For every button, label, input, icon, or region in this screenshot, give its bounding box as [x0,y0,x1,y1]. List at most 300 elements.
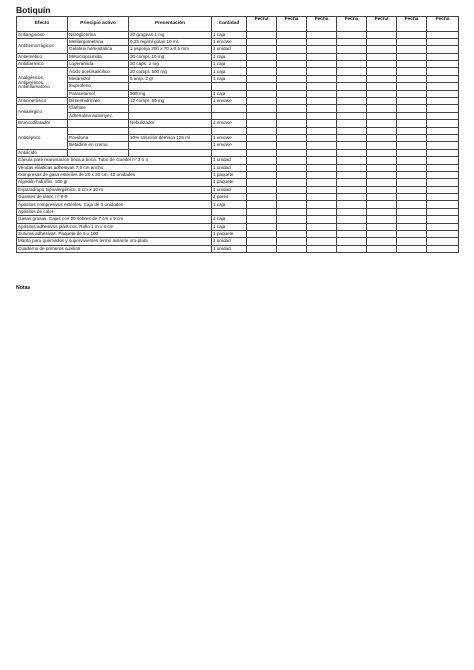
fecha-cell[interactable] [397,157,427,164]
fecha-cell[interactable] [307,98,337,105]
cantidad-cell: 2 pares [212,194,247,201]
fecha-cell[interactable] [247,98,277,105]
fecha-cell[interactable] [427,53,459,60]
table-row [17,245,459,252]
fecha-cell[interactable] [247,208,277,215]
principio-cell: Metamizol [68,75,129,82]
table-row [17,61,459,68]
fecha-cell[interactable] [277,112,307,119]
fecha-cell[interactable] [367,134,397,141]
fecha-cell[interactable] [247,223,277,230]
supply-cell: Gasas grasas. Cajas con 20 sobres de 7 cm x 9 cm [17,216,212,223]
fecha-cell[interactable] [367,216,397,223]
fecha-cell[interactable] [277,46,307,53]
fecha-cell[interactable] [427,142,459,149]
fecha-cell[interactable] [337,46,367,53]
fecha-cell[interactable] [367,149,397,156]
table-row [17,112,459,119]
principio-cell: Paracetamol [68,90,129,97]
fecha-cell[interactable] [367,112,397,119]
fecha-cell[interactable] [337,231,367,238]
cantidad-cell: 1 envase [212,98,247,105]
cantidad-cell: 1 paquete [212,171,247,178]
fecha-cell[interactable] [427,245,459,252]
fecha-cell[interactable] [307,208,337,215]
fecha-cell[interactable] [397,149,427,156]
presentacion-cell [129,149,212,156]
fecha-cell[interactable] [367,194,397,201]
fecha-cell[interactable] [427,223,459,230]
table-row [17,105,459,112]
fecha-cell[interactable] [247,142,277,149]
fecha-cell[interactable] [277,105,307,112]
principio-cell [68,127,129,134]
fecha-cell[interactable] [427,179,459,186]
fecha-cell[interactable] [247,90,277,97]
fecha-cell[interactable] [277,38,307,45]
efecto-cell: Antiséptico [17,127,68,149]
fecha-cell[interactable] [367,157,397,164]
table-row [17,179,459,186]
cantidad-cell: 1 caja [212,68,247,75]
supply-cell: Apósitos de calor [17,208,212,215]
fecha-cell[interactable] [337,157,367,164]
cantidad-cell: 1 unidad [212,245,247,252]
cantidad-cell: 1 caja [212,201,247,208]
fecha-cell[interactable] [247,134,277,141]
fecha-cell[interactable] [307,171,337,178]
fecha-cell[interactable] [277,201,307,208]
fecha-cell[interactable] [427,127,459,134]
presentacion-cell: 5 amp. 2 gr [129,75,212,82]
efecto-cell: Broncodilatador [17,120,68,127]
fecha-cell[interactable] [307,112,337,119]
fecha-cell[interactable] [247,112,277,119]
principio-cell: Loperamida [68,61,129,68]
cantidad-cell: 1 caja [212,223,247,230]
cantidad-cell: 1 caja [212,31,247,38]
fecha-cell[interactable] [277,194,307,201]
fecha-cell[interactable] [367,38,397,45]
cantidad-cell: 1 envase [212,134,247,141]
fecha-cell[interactable] [367,90,397,97]
fecha-cell[interactable] [307,46,337,53]
fecha-cell[interactable] [337,83,367,90]
principio-cell: Povidona [68,134,129,141]
table-row [17,186,459,193]
fecha-cell[interactable] [427,194,459,201]
fecha-cell[interactable] [277,171,307,178]
fecha-cell[interactable] [247,216,277,223]
fecha-cell[interactable] [277,231,307,238]
principio-cell [68,120,129,127]
fecha-cell[interactable] [427,134,459,141]
fecha-cell[interactable] [247,238,277,245]
fecha-cell[interactable] [337,134,367,141]
cantidad-cell [212,112,247,119]
supply-cell: Esparadrapo hipoalergénico, 5 cm x 10 m [17,186,212,193]
fecha-cell[interactable] [367,223,397,230]
fecha-cell[interactable] [367,83,397,90]
fecha-cell[interactable] [367,179,397,186]
fecha-cell[interactable] [337,38,367,45]
fecha-cell[interactable] [337,112,367,119]
cantidad-cell: 1 caja [212,216,247,223]
fecha-cell[interactable] [397,38,427,45]
fecha-cell[interactable] [247,127,277,134]
fecha-cell[interactable] [277,245,307,252]
fecha-cell[interactable] [247,186,277,193]
fecha-cell[interactable] [397,90,427,97]
fecha-cell[interactable] [277,134,307,141]
fecha-cell[interactable] [247,245,277,252]
fecha-cell[interactable] [427,171,459,178]
fecha-cell[interactable] [307,157,337,164]
fecha-cell[interactable] [367,53,397,60]
fecha-cell[interactable] [427,120,459,127]
fecha-cell[interactable] [307,127,337,134]
fecha-cell[interactable] [247,201,277,208]
fecha-cell[interactable] [307,216,337,223]
fecha-cell[interactable] [367,105,397,112]
efecto-cell: Analgésicos, Antipiréticos, Antiinflamatorio [17,68,68,98]
principio-cell: Betadine en crema [68,142,129,149]
presentacion-cell: 30 compr. 10 mg [129,53,212,60]
fecha-cell[interactable] [277,179,307,186]
fecha-cell[interactable] [427,68,459,75]
fecha-cell[interactable] [307,68,337,75]
fecha-cell[interactable] [337,245,367,252]
fecha-cell[interactable] [277,208,307,215]
fecha-cell[interactable] [427,90,459,97]
fecha-cell[interactable] [307,53,337,60]
fecha-cell[interactable] [427,38,459,45]
fecha-cell[interactable] [277,157,307,164]
presentacion-cell [129,142,212,149]
principio-cell: Dimenhidrinato [68,98,129,105]
fecha-cell[interactable] [307,201,337,208]
fecha-cell[interactable] [307,134,337,141]
table-row [17,216,459,223]
notes-label: Notas [16,285,31,291]
fecha-cell[interactable] [427,216,459,223]
fecha-cell[interactable] [337,216,367,223]
fecha-cell[interactable] [397,208,427,215]
fecha-cell[interactable] [397,98,427,105]
header-cantidad: Cantidad [212,17,247,32]
fecha-cell[interactable] [307,142,337,149]
cantidad-cell: 1 unidad [212,238,247,245]
fecha-cell[interactable] [397,223,427,230]
header-fecha: Fecha [337,17,367,32]
fecha-cell[interactable] [397,68,427,75]
fecha-cell[interactable] [367,171,397,178]
fecha-cell[interactable] [337,238,367,245]
fecha-cell[interactable] [397,231,427,238]
header-fecha: Fecha [277,17,307,32]
fecha-cell[interactable] [337,194,367,201]
fecha-cell[interactable] [307,120,337,127]
fecha-cell[interactable] [337,149,367,156]
fecha-cell[interactable] [397,164,427,171]
fecha-cell[interactable] [247,53,277,60]
fecha-cell[interactable] [247,68,277,75]
cantidad-cell: 1 caja [212,53,247,60]
table-row [17,157,459,164]
fecha-cell[interactable] [427,164,459,171]
supply-cell: Cánula para reanimación boca a boca. Tubo de Guedel nº 3 ó 4 [17,157,212,164]
fecha-cell[interactable] [367,98,397,105]
fecha-cell[interactable] [307,105,337,112]
fecha-cell[interactable] [307,75,337,82]
cantidad-cell: 1 caja [212,61,247,68]
fecha-cell[interactable] [277,31,307,38]
table-row [17,201,459,208]
fecha-cell[interactable] [247,164,277,171]
fecha-cell[interactable] [247,83,277,90]
efecto-cell: Antiácido [17,149,68,156]
fecha-cell[interactable] [277,142,307,149]
fecha-cell[interactable] [247,157,277,164]
fecha-cell[interactable] [397,194,427,201]
fecha-cell[interactable] [427,149,459,156]
table-row [17,164,459,171]
fecha-cell[interactable] [247,61,277,68]
fecha-cell[interactable] [367,208,397,215]
fecha-cell[interactable] [337,186,367,193]
fecha-cell[interactable] [397,245,427,252]
fecha-cell[interactable] [277,83,307,90]
presentacion-cell: 12 compr. 50 mg [129,98,212,105]
table-row [17,171,459,178]
fecha-cell[interactable] [337,164,367,171]
fecha-cell[interactable] [307,31,337,38]
fecha-cell[interactable] [307,83,337,90]
fecha-cell[interactable] [337,105,367,112]
fecha-cell[interactable] [397,53,427,60]
fecha-cell[interactable] [397,216,427,223]
fecha-cell[interactable] [397,105,427,112]
fecha-cell[interactable] [427,105,459,112]
fecha-cell[interactable] [427,231,459,238]
fecha-cell[interactable] [247,38,277,45]
presentacion-cell: 10% solución dérmica 125 ml [129,134,212,141]
table-row [17,208,459,215]
presentacion-cell [129,127,212,134]
fecha-cell[interactable] [247,46,277,53]
fecha-cell[interactable] [247,194,277,201]
efecto-cell: Antiemético [17,53,68,60]
presentacion-cell: 20 caps. 2 mg [129,61,212,68]
fecha-cell[interactable] [397,127,427,134]
fecha-cell[interactable] [307,231,337,238]
fecha-cell[interactable] [427,238,459,245]
cantidad-cell: 1 unidad [212,186,247,193]
fecha-cell[interactable] [427,208,459,215]
efecto-cell: Antihemorrágicos [17,38,68,53]
fecha-cell[interactable] [367,120,397,127]
fecha-cell[interactable] [397,46,427,53]
presentacion-cell: 20 grageas 1 mg [129,31,212,38]
fecha-cell[interactable] [337,68,367,75]
fecha-cell[interactable] [427,201,459,208]
presentacion-cell: 20 compr. 500 mg [129,68,212,75]
cantidad-cell: 1 envase [212,142,247,149]
fecha-cell[interactable] [277,216,307,223]
fecha-cell[interactable] [397,120,427,127]
header-fecha: Fecha [367,17,397,32]
cantidad-cell: 1 unidad [212,164,247,171]
fecha-cell[interactable] [277,90,307,97]
fecha-cell[interactable] [397,171,427,178]
fecha-cell[interactable] [337,223,367,230]
fecha-cell[interactable] [367,186,397,193]
fecha-cell[interactable] [337,75,367,82]
table-row [17,238,459,245]
fecha-cell[interactable] [247,179,277,186]
fecha-cell[interactable] [307,238,337,245]
fecha-cell[interactable] [337,208,367,215]
fecha-cell[interactable] [277,164,307,171]
fecha-cell[interactable] [277,75,307,82]
table-row [17,83,459,90]
page-title: Botiquín [16,5,51,15]
presentacion-cell [129,112,212,119]
fecha-cell[interactable] [367,238,397,245]
supply-cell: Suturas adhesivas. Paquete de 6 x 100 [17,231,212,238]
fecha-cell[interactable] [367,245,397,252]
fecha-cell[interactable] [367,31,397,38]
cantidad-cell [212,149,247,156]
fecha-cell[interactable] [367,201,397,208]
fecha-cell[interactable] [427,75,459,82]
header-principio-activo: Principio activo [68,17,129,32]
fecha-cell[interactable] [397,134,427,141]
fecha-cell[interactable] [427,31,459,38]
fecha-cell[interactable] [337,61,367,68]
fecha-cell[interactable] [277,120,307,127]
fecha-cell[interactable] [307,179,337,186]
fecha-cell[interactable] [427,61,459,68]
fecha-cell[interactable] [337,31,367,38]
fecha-cell[interactable] [277,98,307,105]
table-row [17,46,459,53]
cantidad-cell: 1 caja [212,75,247,82]
fecha-cell[interactable] [247,75,277,82]
fecha-cell[interactable] [367,127,397,134]
fecha-cell[interactable] [307,223,337,230]
fecha-cell[interactable] [367,142,397,149]
fecha-cell[interactable] [307,90,337,97]
fecha-cell[interactable] [367,61,397,68]
presentacion-cell [129,83,212,90]
fecha-cell[interactable] [247,149,277,156]
fecha-cell[interactable] [427,186,459,193]
fecha-cell[interactable] [277,68,307,75]
header-fecha: Fecha [427,17,459,32]
fecha-cell[interactable] [307,245,337,252]
fecha-cell[interactable] [397,186,427,193]
fecha-cell[interactable] [397,112,427,119]
fecha-cell[interactable] [307,186,337,193]
fecha-cell[interactable] [337,179,367,186]
fecha-cell[interactable] [337,201,367,208]
cantidad-cell: 1 unidad [212,46,247,53]
fecha-cell[interactable] [367,68,397,75]
fecha-cell[interactable] [277,53,307,60]
fecha-cell[interactable] [277,238,307,245]
fecha-cell[interactable] [397,61,427,68]
cantidad-cell [212,208,247,215]
fecha-cell[interactable] [277,223,307,230]
table-row [17,120,459,127]
botiquin-table [16,16,459,253]
header-fecha: Fecha [247,17,277,32]
fecha-cell[interactable] [397,238,427,245]
fecha-cell[interactable] [337,120,367,127]
table-row [17,90,459,97]
fecha-cell[interactable] [337,142,367,149]
fecha-cell[interactable] [367,75,397,82]
fecha-cell[interactable] [307,149,337,156]
supply-cell: Manta para quemados y supervivientes termo aislante oro-plata [17,238,212,245]
table-row [17,127,459,134]
fecha-cell[interactable] [397,75,427,82]
fecha-cell[interactable] [427,112,459,119]
cantidad-cell [212,105,247,112]
fecha-cell[interactable] [277,149,307,156]
presentacion-cell [129,105,212,112]
fecha-cell[interactable] [367,231,397,238]
fecha-cell[interactable] [307,38,337,45]
fecha-cell[interactable] [277,61,307,68]
fecha-cell[interactable] [427,83,459,90]
fecha-cell[interactable] [337,90,367,97]
fecha-cell[interactable] [427,157,459,164]
fecha-cell[interactable] [277,127,307,134]
fecha-cell[interactable] [367,46,397,53]
fecha-cell[interactable] [307,61,337,68]
fecha-cell[interactable] [367,164,397,171]
fecha-cell[interactable] [397,31,427,38]
presentacion-cell: Nebulizador [129,120,212,127]
fecha-cell[interactable] [307,164,337,171]
fecha-cell[interactable] [427,98,459,105]
table-row [17,194,459,201]
fecha-cell[interactable] [427,46,459,53]
fecha-cell[interactable] [337,53,367,60]
supply-cell: Algodón hidrófilo, 100 gr [17,179,212,186]
fecha-cell[interactable] [307,194,337,201]
fecha-cell[interactable] [397,201,427,208]
fecha-cell[interactable] [247,31,277,38]
cantidad-cell: 1 unidad [212,157,247,164]
fecha-cell[interactable] [247,171,277,178]
fecha-cell[interactable] [277,186,307,193]
fecha-cell[interactable] [247,105,277,112]
fecha-cell[interactable] [337,171,367,178]
cantidad-cell: 1 caja [212,90,247,97]
fecha-cell[interactable] [397,83,427,90]
table-row [17,223,459,230]
table-row [17,75,459,82]
fecha-cell[interactable] [247,120,277,127]
fecha-cell[interactable] [337,127,367,134]
fecha-cell[interactable] [397,179,427,186]
fecha-cell[interactable] [337,98,367,105]
fecha-cell[interactable] [397,142,427,149]
fecha-cell[interactable] [247,231,277,238]
